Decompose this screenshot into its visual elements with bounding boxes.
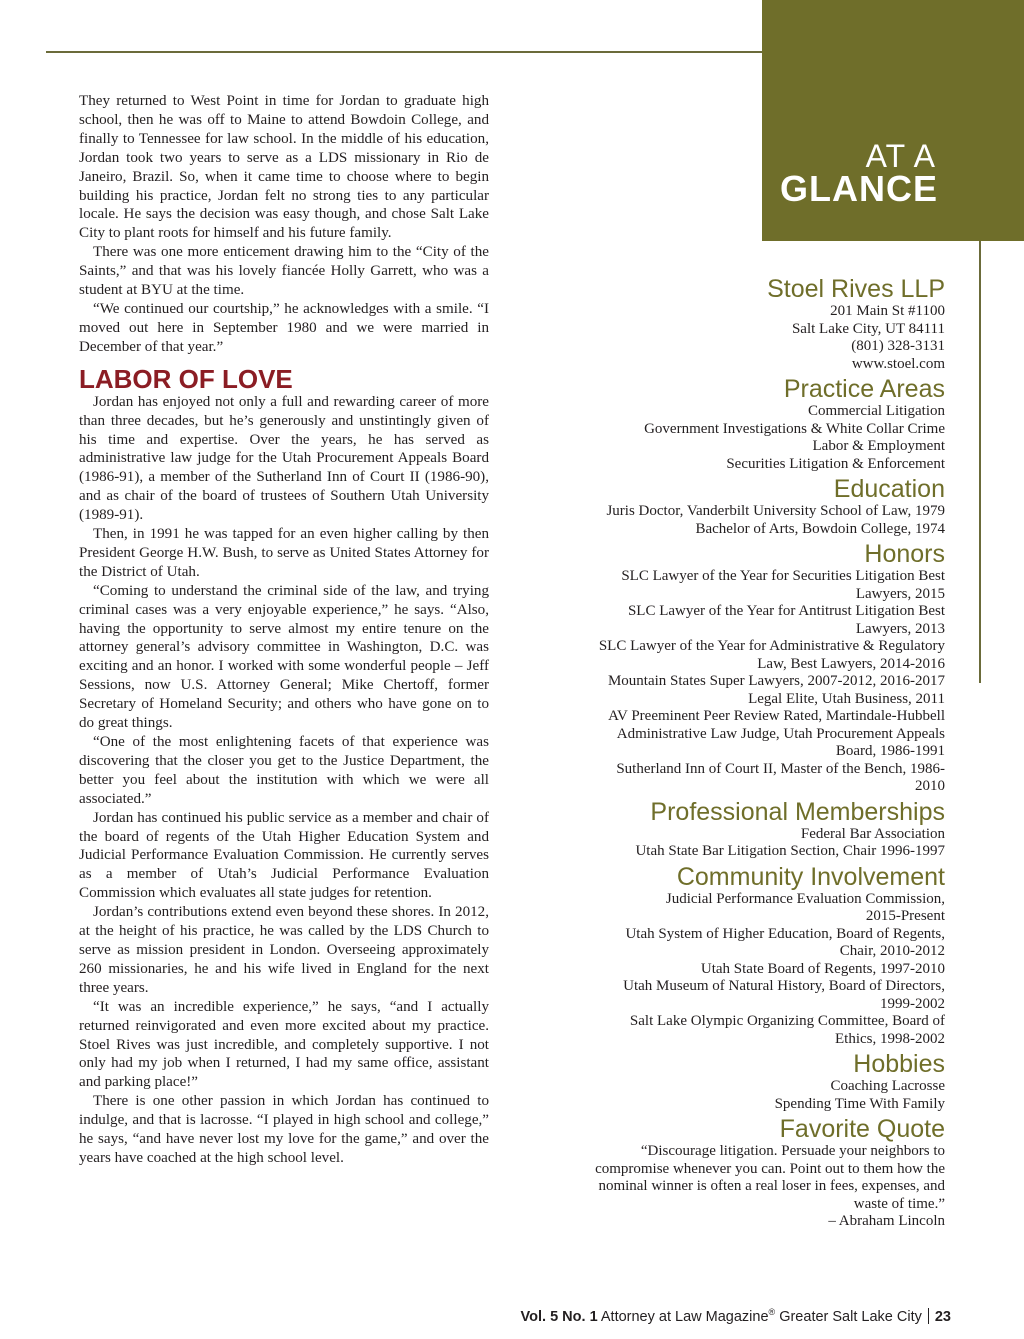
list-item: Judicial Performance Evaluation Commission, — [665, 890, 945, 907]
top-rule — [46, 51, 762, 53]
list-item: Ethics, 1998-2002 — [835, 1030, 945, 1047]
sidebar-column — [520, 276, 945, 1234]
list-item: Utah State Bar Litigation Section, Chair 1996-1997 — [635, 843, 945, 859]
list-item: Utah State Board of Regents, 1997-2010 — [700, 960, 945, 977]
list-item: Securities Litigation & Enforcement — [726, 455, 945, 472]
list-item: Commercial Litigation — [807, 403, 945, 419]
list-item: Government Investigations & White Collar Crime — [644, 420, 945, 437]
list-item: Salt Lake Olympic Organizing Committee, Board of — [629, 1013, 945, 1029]
hobbies-section — [520, 1051, 945, 1113]
quote-line: waste of time.” — [853, 1195, 945, 1212]
quote-title: Favorite Quote — [779, 1115, 945, 1143]
quote-line: “Discourage litigation. Persuade your neighbors to — [640, 1143, 945, 1159]
article-paragraph: Jordan has enjoyed not only a full and rewarding career of more than three decades, but he’s generously and unstintingly given of his time and expertise. Over the years, he has served as administrative law judge for the Utah Procurement Appeals Board (1986-91), a member of the Sutherland Inn of Court II (1986-90), and as chair of the board of trustees of Southern Utah University (1989-91). — [79, 393, 489, 524]
list-item: Sutherland Inn of Court II, Master of the Bench, 1986- — [616, 760, 945, 777]
footer-divider — [928, 1308, 929, 1324]
list-item: Administrative Law Judge, Utah Procurement Appeals — [616, 725, 945, 742]
registered-mark: ® — [768, 1307, 776, 1317]
at-a-glance-box — [762, 0, 1024, 241]
list-item: 1999-2002 — [880, 995, 945, 1012]
list-item: Mountain States Super Lawyers, 2007-2012, 2016-2017 — [607, 673, 945, 689]
list-item: SLC Lawyer of the Year for Securities Litigation Best — [621, 568, 945, 584]
list-item: SLC Lawyer of the Year for Administrative & Regulatory — [598, 638, 945, 654]
community-title: Community Involvement — [676, 862, 945, 891]
magazine-name: Attorney at Law Magazine — [600, 1308, 769, 1325]
list-item: Chair, 2010-2012 — [839, 943, 945, 959]
article-column — [79, 92, 489, 1168]
honors-title: Honors — [864, 540, 945, 568]
practice-areas-section — [520, 376, 945, 473]
article-paragraph: Jordan’s contributions extend even beyond these shores. In 2012, at the height of his practice, he was called by the LDS Church to serve as mission president in London. Overseeing approximately 260 missionaries, he and his wife lived in England for the next three years. — [79, 904, 489, 996]
list-item: Spending Time With Family — [774, 1095, 945, 1112]
list-item: 2015-Present — [865, 908, 945, 924]
quote-line: nominal winner is often a real loser in fees, expenses, and — [598, 1178, 945, 1194]
firm-address-line2: Salt Lake City, UT 84111 — [791, 320, 945, 337]
city-edition: Greater Salt Lake City — [779, 1308, 922, 1325]
firm-section — [520, 276, 945, 373]
practice-areas-title: Practice Areas — [783, 375, 945, 403]
list-item: Utah System of Higher Education, Board of Regents, — [625, 925, 945, 942]
list-item: 2010 — [915, 778, 945, 794]
list-item: Federal Bar Association — [800, 825, 945, 842]
education-title: Education — [833, 475, 945, 503]
list-item: Bachelor of Arts, Bowdoin College, 1974 — [695, 520, 945, 537]
glance-title-line2: GLANCE — [780, 168, 938, 209]
article-paragraph: There was one more enticement drawing him to the “City of the Saints,” and that was his lovely fiancée Holly Garrett, who was a student at BYU at the time. — [79, 244, 489, 299]
list-item: Lawyers, 2015 — [855, 585, 945, 602]
firm-name: Stoel Rives LLP — [767, 275, 945, 303]
list-item: Law, Best Lawyers, 2014-2016 — [757, 655, 945, 672]
education-section — [520, 476, 945, 538]
quote-line: compromise whenever you can. Point out to them how the — [595, 1160, 945, 1177]
list-item: AV Preeminent Peer Review Rated, Martindale-Hubbell — [608, 708, 945, 724]
article-paragraph: “We continued our courtship,” he acknowledges with a smile. “I moved out here in September 1980 and we were married in December of that year.” — [79, 300, 489, 355]
list-item: Juris Doctor, Vanderbilt University School of Law, 1979 — [606, 503, 945, 519]
honors-section — [520, 541, 945, 796]
article-paragraph: Jordan has continued his public service as a member and chair of the board of regents of the Utah Higher Education System and Judicial Performance Evaluation Commission. He currently serves as a member of Utah’s Judicial Performance Evaluation Commission which evaluates all state judges for retention. — [79, 809, 489, 902]
memberships-section — [520, 799, 945, 861]
page-footer — [521, 1307, 951, 1325]
list-item: Utah Museum of Natural History, Board of Directors, — [623, 978, 945, 994]
list-item: SLC Lawyer of the Year for Antitrust Litigation Best — [627, 603, 945, 619]
memberships-title: Professional Memberships — [650, 797, 945, 826]
article-paragraph: “Coming to understand the criminal side of the law, and trying criminal cases was a very enjoyable experience,” he says. “Also, having the opportunity to serve almost my entire tenure on the attorney general’s advisory committee in Washington, D.C. was exciting and an honor. I worked with some wonderful people – Jeff Sessions, now U.S. Attorney General; Mike Chertoff, former Secretary of Homeland Security; and others who have gone on to do great things. — [79, 582, 489, 732]
article-paragraph: “It was an incredible experience,” he says, “and I actually returned reinvigorated and even more excited about my practice. Stoel Rives was just incredible, and completely supportive. I not only had my job when I returned, I had my same office, assistant and parking place!” — [79, 998, 489, 1091]
list-item: Coaching Lacrosse — [830, 1078, 945, 1094]
article-paragraph: They returned to West Point in time for Jordan to graduate high school, then he was off to Maine to attend Bowdoin College, and finally to Tennessee for law school. In the middle of his education, Jordan took two years to serve as a LDS missionary in Rio de Janeiro, Brazil. So, when it came time to choose where to begin building his practice, Jordan felt no strong ties to any particular locale. He says the decision was easy though, and chose Salt Lake City to plant roots for himself and his future family. — [79, 93, 489, 242]
issue-volume: Vol. 5 No. 1 — [520, 1308, 598, 1325]
quote-attribution: – Abraham Lincoln — [828, 1213, 945, 1229]
firm-website: www.stoel.com — [851, 355, 945, 372]
list-item: Legal Elite, Utah Business, 2011 — [748, 690, 945, 707]
firm-address-line1: 201 Main St #1100 — [830, 303, 945, 319]
hobbies-title: Hobbies — [853, 1050, 945, 1078]
section-heading: LABOR OF LOVE — [79, 363, 293, 394]
page-number: 23 — [934, 1308, 951, 1325]
article-paragraph: There is one other passion in which Jordan has continued to indulge, and that is lacrosse. “I played in high school and college,” he says, “and have never lost my love for the game,” and over the years have coached at the high school level. — [79, 1093, 489, 1166]
article-paragraph: “One of the most enlightening facets of that experience was discovering that the closer you get to the Justice Department, the better you feel about the institution with which we were all associated.” — [79, 734, 489, 807]
list-item: Labor & Employment — [812, 438, 945, 454]
list-item: Board, 1986-1991 — [835, 743, 945, 759]
glance-title-line1: AT A — [865, 138, 936, 174]
quote-section — [520, 1116, 945, 1231]
community-section — [520, 864, 945, 1049]
article-paragraph: Then, in 1991 he was tapped for an even higher calling by then President George H.W. Bush, to serve as United States Attorney for the District of Utah. — [79, 526, 489, 580]
list-item: Lawyers, 2013 — [855, 620, 945, 637]
firm-phone: (801) 328-3131 — [851, 338, 945, 354]
